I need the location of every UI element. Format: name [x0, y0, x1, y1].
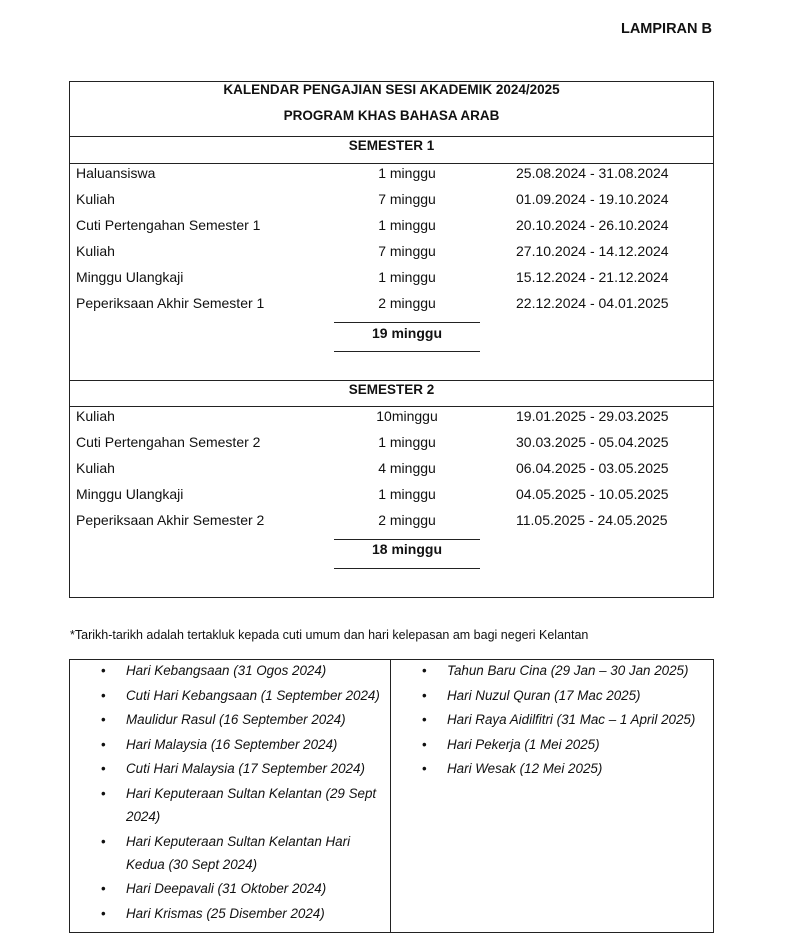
row-dates: 04.05.2025 - 10.05.2025: [516, 486, 669, 502]
holiday-item: • Maulidur Rasul (16 September 2024): [70, 708, 390, 731]
semester2-heading: SEMESTER 2: [348, 382, 435, 397]
row-activity: Cuti Pertengahan Semester 2: [76, 434, 261, 450]
row-activity: Kuliah: [76, 191, 115, 207]
row-dates: 11.05.2025 - 24.05.2025: [516, 512, 668, 528]
holiday-item: • Hari Wesak (12 Mei 2025): [391, 757, 713, 780]
calendar-row: [70, 217, 713, 237]
row-duration: 1 minggu: [378, 217, 436, 233]
holiday-item: • Hari Nuzul Quran (17 Mac 2025): [391, 684, 713, 707]
calendar-row: [70, 165, 713, 185]
row-dates: 30.03.2025 - 05.04.2025: [516, 434, 669, 450]
row-duration: 1 minggu: [378, 165, 436, 181]
holiday-item: • Hari Deepavali (31 Oktober 2024): [70, 877, 390, 900]
row-duration: 4 minggu: [378, 460, 436, 476]
semester2-total: 18 minggu: [371, 541, 442, 557]
row-activity: Peperiksaan Akhir Semester 1: [76, 295, 265, 311]
row-dates: 25.08.2024 - 31.08.2024: [516, 165, 669, 181]
calendar-row: [70, 269, 713, 289]
holiday-item: • Hari Keputeraan Sultan Kelantan Hari Kedua (30 Sept 2024): [70, 830, 390, 876]
row-dates: 20.10.2024 - 26.10.2024: [516, 217, 669, 233]
row-dates: 01.09.2024 - 19.10.2024: [516, 191, 669, 207]
holiday-item: • Hari Keputeraan Sultan Kelantan (29 Sept 2024): [70, 782, 390, 828]
semester1-total: 19 minggu: [371, 325, 442, 341]
holiday-item: • Hari Kebangsaan (31 Ogos 2024): [70, 659, 390, 682]
title-divider: [69, 136, 714, 137]
row-duration: 7 minggu: [378, 243, 436, 259]
semester2-top-divider: [69, 380, 714, 381]
calendar-row: [70, 460, 713, 480]
row-activity: Minggu Ulangkaji: [76, 269, 184, 285]
semester2-heading-divider: [69, 406, 714, 407]
holiday-item: • Cuti Hari Malaysia (17 September 2024): [70, 757, 390, 780]
holiday-item: • Hari Pekerja (1 Mei 2025): [391, 733, 713, 756]
appendix-label: LAMPIRAN B: [620, 21, 712, 37]
row-duration: 7 minggu: [378, 191, 436, 207]
calendar-row: [70, 486, 713, 506]
holidays-right-list: [391, 659, 713, 782]
calendar-row: [70, 243, 713, 263]
row-duration: 1 minggu: [378, 434, 436, 450]
row-dates: 06.04.2025 - 03.05.2025: [516, 460, 669, 476]
semester1-heading-divider: [69, 163, 714, 164]
row-duration: 10minggu: [376, 408, 438, 424]
semester1-total-top-line: [334, 322, 480, 323]
calendar-row: [70, 408, 713, 428]
row-duration: 2 minggu: [378, 295, 436, 311]
row-dates: 22.12.2024 - 04.01.2025: [516, 295, 669, 311]
footnote: *Tarikh-tarikh adalah tertakluk kepada cuti umum dan hari kelepasan am bagi negeri Kelantan: [70, 628, 589, 642]
holiday-item: • Hari Malaysia (16 September 2024): [70, 733, 390, 756]
row-dates: 15.12.2024 - 21.12.2024: [516, 269, 669, 285]
row-dates: 27.10.2024 - 14.12.2024: [516, 243, 669, 259]
holiday-item: • Hari Raya Aidilfitri (31 Mac – 1 April 2025): [391, 708, 713, 731]
semester2-total-top-line: [334, 539, 480, 540]
holiday-item: • Cuti Hari Kebangsaan (1 September 2024): [70, 684, 390, 707]
holidays-left-list: [70, 659, 390, 926]
row-activity: Minggu Ulangkaji: [76, 486, 184, 502]
holiday-item: • Hari Krismas (25 Disember 2024): [70, 902, 390, 925]
row-activity: Kuliah: [76, 243, 115, 259]
calendar-title: KALENDAR PENGAJIAN SESI AKADEMIK 2024/2025: [223, 82, 560, 97]
row-duration: 1 minggu: [378, 486, 436, 502]
semester1-total-bottom-line: [334, 351, 480, 352]
row-duration: 1 minggu: [378, 269, 436, 285]
calendar-row: [70, 434, 713, 454]
calendar-row: [70, 295, 713, 315]
row-activity: Cuti Pertengahan Semester 1: [76, 217, 261, 233]
holiday-item: • Tahun Baru Cina (29 Jan – 30 Jan 2025): [391, 659, 713, 682]
calendar-row: [70, 512, 713, 532]
row-activity: Haluansiswa: [76, 165, 156, 181]
row-dates: 19.01.2025 - 29.03.2025: [516, 408, 669, 424]
calendar-row: [70, 191, 713, 211]
row-activity: Kuliah: [76, 460, 115, 476]
row-duration: 2 minggu: [378, 512, 436, 528]
row-activity: Kuliah: [76, 408, 115, 424]
program-title: PROGRAM KHAS BAHASA ARAB: [283, 108, 500, 123]
semester1-heading: SEMESTER 1: [348, 138, 435, 153]
semester2-total-bottom-line: [334, 568, 480, 569]
row-activity: Peperiksaan Akhir Semester 2: [76, 512, 265, 528]
